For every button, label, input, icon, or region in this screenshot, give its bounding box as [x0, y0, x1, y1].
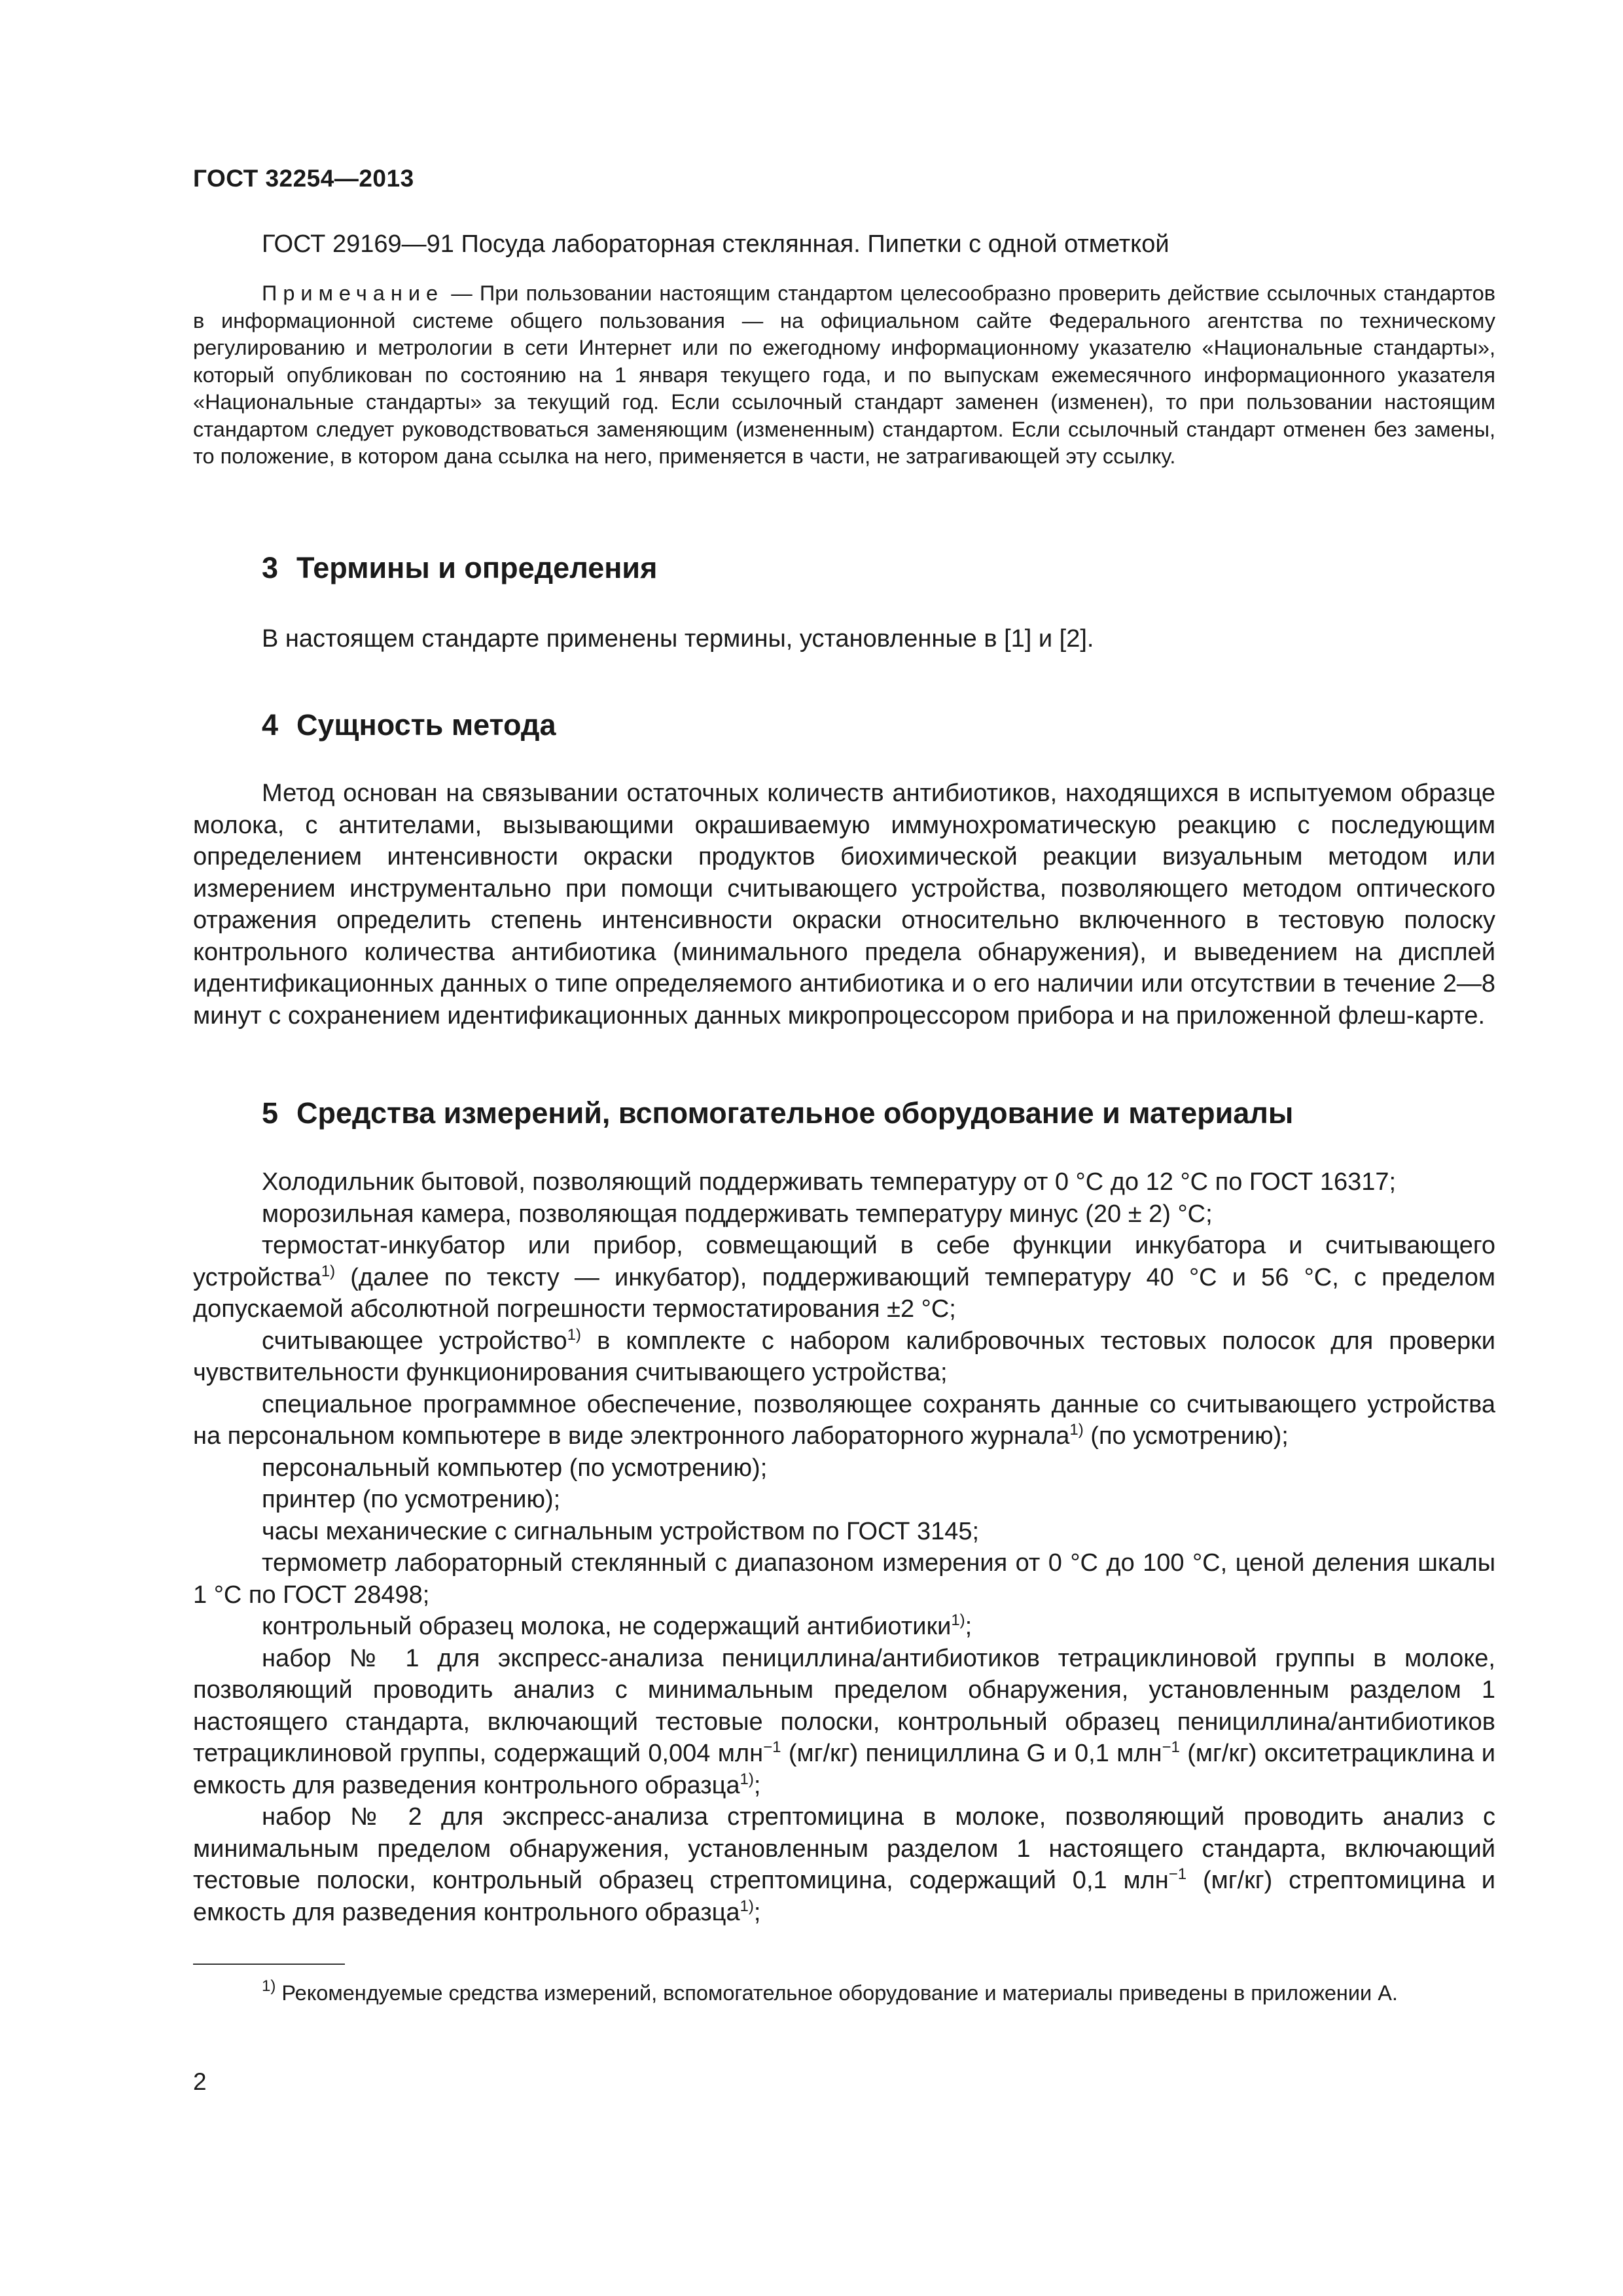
- footnote-ref: 1): [321, 1262, 336, 1280]
- reference-item: ГОСТ 29169—91 Посуда лабораторная стеклянная. Пипетки с одной отметкой: [262, 230, 1169, 258]
- list-item: персональный компьютер (по усмотрению);: [262, 1454, 768, 1482]
- note-label: Примечание: [262, 281, 444, 305]
- section-3-body: В настоящем стандарте применены термины, установленные в [1] и [2].: [262, 625, 1094, 653]
- section-3-heading: 3 Термины и определения: [262, 551, 658, 584]
- list-item: термостат-инкубатор или прибор, совмещающий в себе функции инкубатора и считывающего устройства$^{1)}$ (далее по тексту — инкубатор), поддерживающий температуру 40 °С и 56 °С, с пределом допускаемой абсолютной погрешности термостатирования ±2 °С;: [193, 1232, 1495, 1323]
- footnote-divider: [193, 1964, 345, 1965]
- page-number: 2: [193, 2068, 207, 2095]
- list-item: считывающее устройство$^{1)}$ в комплекте с набором калибровочных тестовых полосок для проверки чувствительности функционирования считывающего устройства;: [193, 1325, 1495, 1386]
- list-item: термометр лабораторный стеклянный с диапазоном измерения от 0 °С до 100 °С, ценой деления шкалы 1 °С по ГОСТ 28498;: [193, 1549, 1495, 1609]
- standard-header: ГОСТ 32254—2013: [193, 165, 414, 192]
- list-item: набор № 2 для экспресс-анализа стрептомицина в молоке, позволяющий проводить анализ с минимальным пределом обнаружения, установленным разделом 1 настоящего стандарта, включающий тестовые полоски, контрольный образец стрептомицина, содержащий 0,1 млн$^{-1}$ (мг/кг) стрептомицина и емкость для разведения контрольного образца$^{1)}$;: [193, 1803, 1495, 1926]
- footnote-ref: 1): [740, 1770, 754, 1788]
- list-item: набор № 1 для экспресс-анализа пенициллина/антибиотиков тетрациклиновой группы в молоке, позволяющий проводить анализ с минимальным пределом обнаружения, установленным разделом 1 настоящего стандарта, включающий тестовые полоски, контрольный образец пенициллина/антибиотиков тетрациклиновой группы, содержащий 0,004 млн$^{-1}$ (мг/кг) пенициллина G и 0,1 млн$^{-1}$ (мг/кг) окситетрациклина и емкость для разведения контрольного образца$^{1)}$;: [193, 1644, 1496, 1799]
- footnote-ref: 1): [567, 1325, 582, 1344]
- section-4-heading: 4 Сущность метода: [262, 708, 556, 742]
- exponent: −1: [1168, 1865, 1187, 1883]
- footnote-mark: 1): [262, 1977, 276, 1995]
- note-text: — При пользовании настоящим стандартом целесообразно проверить действие ссылочных стандартов в информационной системе общего пользования — на официальном сайте Федерального агентства по техническому регулированию и метрологии в сети Интернет или по ежегодному информационному указателю «Национальные стандарты», который опубликован по состоянию на 1 января текущего года, и по выпускам ежемесячного информационного указателя «Национальные стандарты» за текущий год. Если ссылочный стандарт заменен (изменен), то при пользовании настоящим стандартом следует руководствоваться заменяющим (измененным) стандартом. Если ссылочный стандарт отменен без замены, то положение, в котором дана ссылка на него, применяется в части, не затрагивающей эту ссылку.: [193, 281, 1495, 468]
- exponent: −1: [1162, 1738, 1180, 1756]
- footnote-ref: 1): [1069, 1421, 1084, 1439]
- exponent: −1: [763, 1738, 781, 1756]
- footnote-ref: 1): [951, 1611, 965, 1629]
- note-paragraph: [193, 280, 1495, 471]
- section-4-body: Метод основан на связывании остаточных количеств антибиотиков, находящихся в испытуемом образце молока, с антителами, вызывающими окрашиваемую иммунохроматическую реакцию с последующим определением интенсивности окраски продуктов биохимической реакции визуальным методом или измерением инструментально при помощи считывающего устройства, позволяющего методом оптического отражения определить степень интенсивности окраски относительно включенного в тестовую полоску контрольного количества антибиотика (минимального предела обнаружения), и выведением на дисплей идентификационных данных о типе определяемого антибиотика и о его наличии или отсутствии в течение 2—8 минут с сохранением идентификационных данных микропроцессором прибора и на приложенной флеш-карте.: [193, 780, 1495, 1030]
- list-item: морозильная камера, позволяющая поддерживать температуру минус (20 ± 2) °С;: [262, 1200, 1213, 1228]
- equipment-list: [193, 1166, 1495, 1928]
- list-item: часы механические с сигнальным устройством по ГОСТ 3145;: [262, 1517, 980, 1545]
- footnote-ref: 1): [740, 1897, 754, 1915]
- section-5-heading: 5 Средства измерений, вспомогательное оборудование и материалы: [262, 1096, 1294, 1130]
- footnote-text: Рекомендуемые средства измерений, вспомогательное оборудование и материалы приведены в приложении А.: [276, 1981, 1398, 2005]
- footnote: [193, 1979, 1495, 2007]
- list-item: Холодильник бытовой, позволяющий поддерживать температуру от 0 °С до 12 °С по ГОСТ 16317;: [262, 1168, 1397, 1196]
- list-item: контрольный образец молока, не содержащий антибиотики$^{1)}$;: [262, 1611, 972, 1640]
- list-item: специальное программное обеспечение, позволяющее сохранять данные со считывающего устройства на персональном компьютере в виде электронного лабораторного журнала$^{1)}$ (по усмотрению);: [193, 1390, 1495, 1450]
- list-item: принтер (по усмотрению);: [262, 1486, 561, 1513]
